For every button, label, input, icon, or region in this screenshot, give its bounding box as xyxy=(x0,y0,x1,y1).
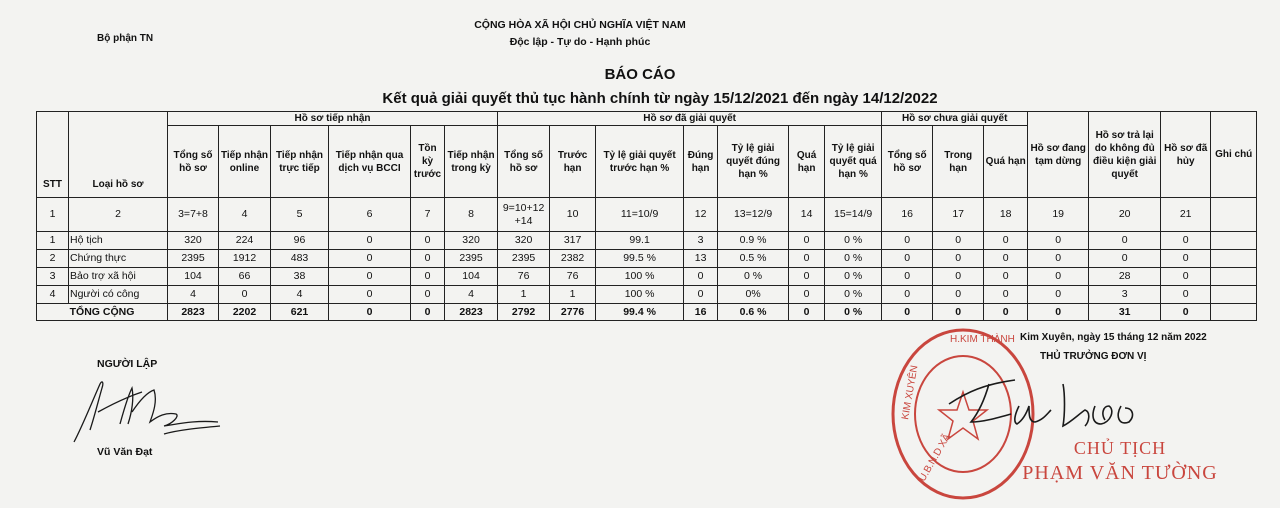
column-number: 17 xyxy=(933,198,984,232)
table-cell: 0.5 % xyxy=(718,250,789,268)
column-number: 20 xyxy=(1089,198,1161,232)
table-cell: 320 xyxy=(445,232,498,250)
record-type: Hộ tịch xyxy=(69,232,168,250)
table-cell: 0 xyxy=(984,250,1028,268)
col-header: Đúng hạn xyxy=(684,126,718,198)
table-cell: 0 % xyxy=(825,232,882,250)
table-cell: 0 xyxy=(1161,286,1211,304)
col-header: Tồn kỳ trước xyxy=(411,126,445,198)
total-cell: 0 xyxy=(329,304,411,321)
table-cell: 0 xyxy=(1028,286,1089,304)
column-number: 7 xyxy=(411,198,445,232)
head-title: THỦ TRƯỞNG ĐƠN VỊ xyxy=(1040,351,1147,362)
table-cell: 1 xyxy=(550,286,596,304)
col-header: Hồ sơ đã hủy xyxy=(1161,112,1211,198)
table-cell: 100 % xyxy=(596,268,684,286)
group-header-unresolved: Hồ sơ chưa giải quyết xyxy=(882,112,1028,126)
total-cell: 0 xyxy=(789,304,825,321)
col-header: Loại hồ sơ xyxy=(69,112,168,198)
table-cell: 66 xyxy=(219,268,271,286)
national-header xyxy=(400,15,760,49)
group-header-resolved: Hồ sơ đã giải quyết xyxy=(498,112,882,126)
table-cell: 0 xyxy=(1028,268,1089,286)
col-header: Tỷ lệ giải quyết quá hạn % xyxy=(825,126,882,198)
table-cell: 1 xyxy=(37,232,69,250)
table-cell: 1 xyxy=(498,286,550,304)
total-cell: 2792 xyxy=(498,304,550,321)
col-header: Trong hạn xyxy=(933,126,984,198)
total-cell: 621 xyxy=(271,304,329,321)
table-cell: 0 xyxy=(984,232,1028,250)
column-number: 11=10/9 xyxy=(596,198,684,232)
preparer-signature xyxy=(68,372,228,447)
col-header: Tiếp nhận trong kỳ xyxy=(445,126,498,198)
col-header: Hồ sơ trả lại do không đủ điều kiện giải quyết xyxy=(1089,112,1161,198)
table-cell: 76 xyxy=(498,268,550,286)
table-cell: 0 xyxy=(882,286,933,304)
table-cell: 1912 xyxy=(219,250,271,268)
table-cell xyxy=(1211,268,1257,286)
col-header: Tiếp nhận qua dịch vụ BCCI xyxy=(329,126,411,198)
column-number: 5 xyxy=(271,198,329,232)
table-cell: 0 xyxy=(933,250,984,268)
table-cell: 0 xyxy=(411,250,445,268)
table-cell: 76 xyxy=(550,268,596,286)
svg-text:KIM XUYÊN: KIM XUYÊN xyxy=(900,364,921,421)
table-cell: 0 xyxy=(933,286,984,304)
table-cell: 4 xyxy=(271,286,329,304)
report-table xyxy=(36,111,1257,321)
svg-text:H.KIM THÀNH: H.KIM THÀNH xyxy=(950,334,1015,345)
table-cell: 0 % xyxy=(718,268,789,286)
col-header: Tiếp nhận trực tiếp xyxy=(271,126,329,198)
department-label: Bộ phận TN xyxy=(97,33,154,44)
column-number: 21 xyxy=(1161,198,1211,232)
column-number: 8 xyxy=(445,198,498,232)
table-cell: 0 % xyxy=(825,268,882,286)
table-cell: 4 xyxy=(168,286,219,304)
place-date: Kim Xuyên, ngày 15 tháng 12 năm 2022 xyxy=(1020,332,1207,343)
chair-signature xyxy=(945,370,1185,440)
total-cell: 0.6 % xyxy=(718,304,789,321)
col-header: Hồ sơ đang tạm dừng xyxy=(1028,112,1089,198)
column-number: 16 xyxy=(882,198,933,232)
total-label: TỔNG CỘNG xyxy=(37,304,168,321)
table-cell: 0.9 % xyxy=(718,232,789,250)
table-cell: 4 xyxy=(37,286,69,304)
preparer-label: NGƯỜI LẬP xyxy=(97,358,158,370)
table-cell: 0 xyxy=(882,268,933,286)
table-cell: 100 % xyxy=(596,286,684,304)
motto: Độc lập - Tự do - Hạnh phúc xyxy=(509,36,651,48)
col-header: Tỷ lệ giải quyết trước hạn % xyxy=(596,126,684,198)
column-number: 19 xyxy=(1028,198,1089,232)
table-row xyxy=(37,250,1257,268)
total-cell: 0 % xyxy=(825,304,882,321)
record-type: Chứng thực xyxy=(69,250,168,268)
table-cell: 0 xyxy=(789,232,825,250)
report-subtitle: Kết quả giải quyết thủ tục hành chính từ ngày 15/12/2021 đến ngày 14/12/2022 xyxy=(382,90,938,107)
table-cell xyxy=(1211,250,1257,268)
total-cell xyxy=(1211,304,1257,321)
table-cell: 0 xyxy=(789,286,825,304)
table-cell: 0 xyxy=(684,268,718,286)
table-cell: 0 xyxy=(1089,232,1161,250)
table-cell: 2395 xyxy=(498,250,550,268)
preparer-name: Vũ Văn Đạt xyxy=(97,446,153,458)
total-cell: 16 xyxy=(684,304,718,321)
total-cell: 31 xyxy=(1089,304,1161,321)
table-cell: 0 xyxy=(1161,268,1211,286)
col-header: Tổng số hồ sơ xyxy=(882,126,933,198)
table-cell: 28 xyxy=(1089,268,1161,286)
table-cell: 0 xyxy=(329,268,411,286)
total-cell: 99.4 % xyxy=(596,304,684,321)
table-cell: 0 xyxy=(1089,250,1161,268)
table-cell: 0 xyxy=(1028,232,1089,250)
column-number: 18 xyxy=(984,198,1028,232)
column-number: 3=7+8 xyxy=(168,198,219,232)
col-header: Tiếp nhận online xyxy=(219,126,271,198)
table-cell: 4 xyxy=(445,286,498,304)
table-cell xyxy=(1211,232,1257,250)
table-cell: 0 xyxy=(684,286,718,304)
table-cell: 0 xyxy=(882,232,933,250)
table-cell: 0 xyxy=(1161,250,1211,268)
column-number: 12 xyxy=(684,198,718,232)
table-cell: 99.5 % xyxy=(596,250,684,268)
total-row xyxy=(37,304,1257,321)
table-cell: 104 xyxy=(445,268,498,286)
table-cell: 0 % xyxy=(825,286,882,304)
table-cell: 0% xyxy=(718,286,789,304)
table-cell: 96 xyxy=(271,232,329,250)
column-number: 10 xyxy=(550,198,596,232)
col-header: Ghi chú xyxy=(1211,112,1257,198)
column-number: 15=14/9 xyxy=(825,198,882,232)
table-cell: 2 xyxy=(37,250,69,268)
table-cell: 0 xyxy=(329,286,411,304)
column-number: 14 xyxy=(789,198,825,232)
total-cell: 0 xyxy=(1161,304,1211,321)
report-title: BÁO CÁO xyxy=(604,66,676,83)
total-cell: 2823 xyxy=(168,304,219,321)
table-row xyxy=(37,232,1257,250)
table-cell: 0 xyxy=(984,268,1028,286)
col-header: Quá hạn xyxy=(789,126,825,198)
table-cell: 320 xyxy=(498,232,550,250)
table-cell: 0 xyxy=(411,232,445,250)
table-cell: 0 xyxy=(882,250,933,268)
total-cell: 2823 xyxy=(445,304,498,321)
table-cell: 0 xyxy=(1028,250,1089,268)
table-cell: 317 xyxy=(550,232,596,250)
chair-name: PHẠM VĂN TƯỜNG xyxy=(1022,462,1218,484)
svg-text:U.B.N.D XÃ: U.B.N.D XÃ xyxy=(917,432,953,484)
total-cell: 0 xyxy=(882,304,933,321)
table-cell: 0 xyxy=(411,286,445,304)
total-cell: 0 xyxy=(984,304,1028,321)
table-cell: 0 xyxy=(933,268,984,286)
col-header: Tổng số hồ sơ xyxy=(168,126,219,198)
table-cell: 2395 xyxy=(445,250,498,268)
table-row xyxy=(37,268,1257,286)
chair-title: CHỦ TỊCH xyxy=(1073,438,1167,458)
table-cell: 0 xyxy=(411,268,445,286)
table-cell: 0 xyxy=(1161,232,1211,250)
total-cell: 0 xyxy=(411,304,445,321)
total-cell: 0 xyxy=(1028,304,1089,321)
table-cell: 0 xyxy=(219,286,271,304)
table-cell: 13 xyxy=(684,250,718,268)
column-number xyxy=(1211,198,1257,232)
table-cell: 3 xyxy=(684,232,718,250)
column-number: 13=12/9 xyxy=(718,198,789,232)
total-cell: 0 xyxy=(933,304,984,321)
record-type: Người có công xyxy=(69,286,168,304)
record-type: Bảo trợ xã hội xyxy=(69,268,168,286)
column-number: 9=10+12 +14 xyxy=(498,198,550,232)
table-cell: 0 xyxy=(329,232,411,250)
table-cell: 3 xyxy=(37,268,69,286)
table-cell: 38 xyxy=(271,268,329,286)
table-cell xyxy=(1211,286,1257,304)
table-cell: 224 xyxy=(219,232,271,250)
table-cell: 0 xyxy=(789,250,825,268)
col-header: STT xyxy=(37,112,69,198)
column-number-row xyxy=(37,198,1257,232)
group-header-received: Hồ sơ tiếp nhận xyxy=(168,112,498,126)
total-cell: 2776 xyxy=(550,304,596,321)
col-header: Tổng số hồ sơ xyxy=(498,126,550,198)
table-cell: 483 xyxy=(271,250,329,268)
table-cell: 2395 xyxy=(168,250,219,268)
column-number: 1 xyxy=(37,198,69,232)
table-row xyxy=(37,286,1257,304)
table-cell: 0 % xyxy=(825,250,882,268)
table-cell: 0 xyxy=(933,232,984,250)
table-cell: 0 xyxy=(789,268,825,286)
col-header: Trước hạn xyxy=(550,126,596,198)
table-cell: 104 xyxy=(168,268,219,286)
column-number: 4 xyxy=(219,198,271,232)
col-header: Tỷ lệ giải quyết đúng hạn % xyxy=(718,126,789,198)
table-cell: 99.1 xyxy=(596,232,684,250)
col-header: Quá hạn xyxy=(984,126,1028,198)
table-cell: 3 xyxy=(1089,286,1161,304)
table-cell: 2382 xyxy=(550,250,596,268)
total-cell: 2202 xyxy=(219,304,271,321)
column-number: 2 xyxy=(69,198,168,232)
column-number: 6 xyxy=(329,198,411,232)
nation-name: CỘNG HÒA XÃ HỘI CHỦ NGHĨA VIỆT NAM xyxy=(474,19,686,31)
table-cell: 320 xyxy=(168,232,219,250)
table-cell: 0 xyxy=(984,286,1028,304)
table-cell: 0 xyxy=(329,250,411,268)
